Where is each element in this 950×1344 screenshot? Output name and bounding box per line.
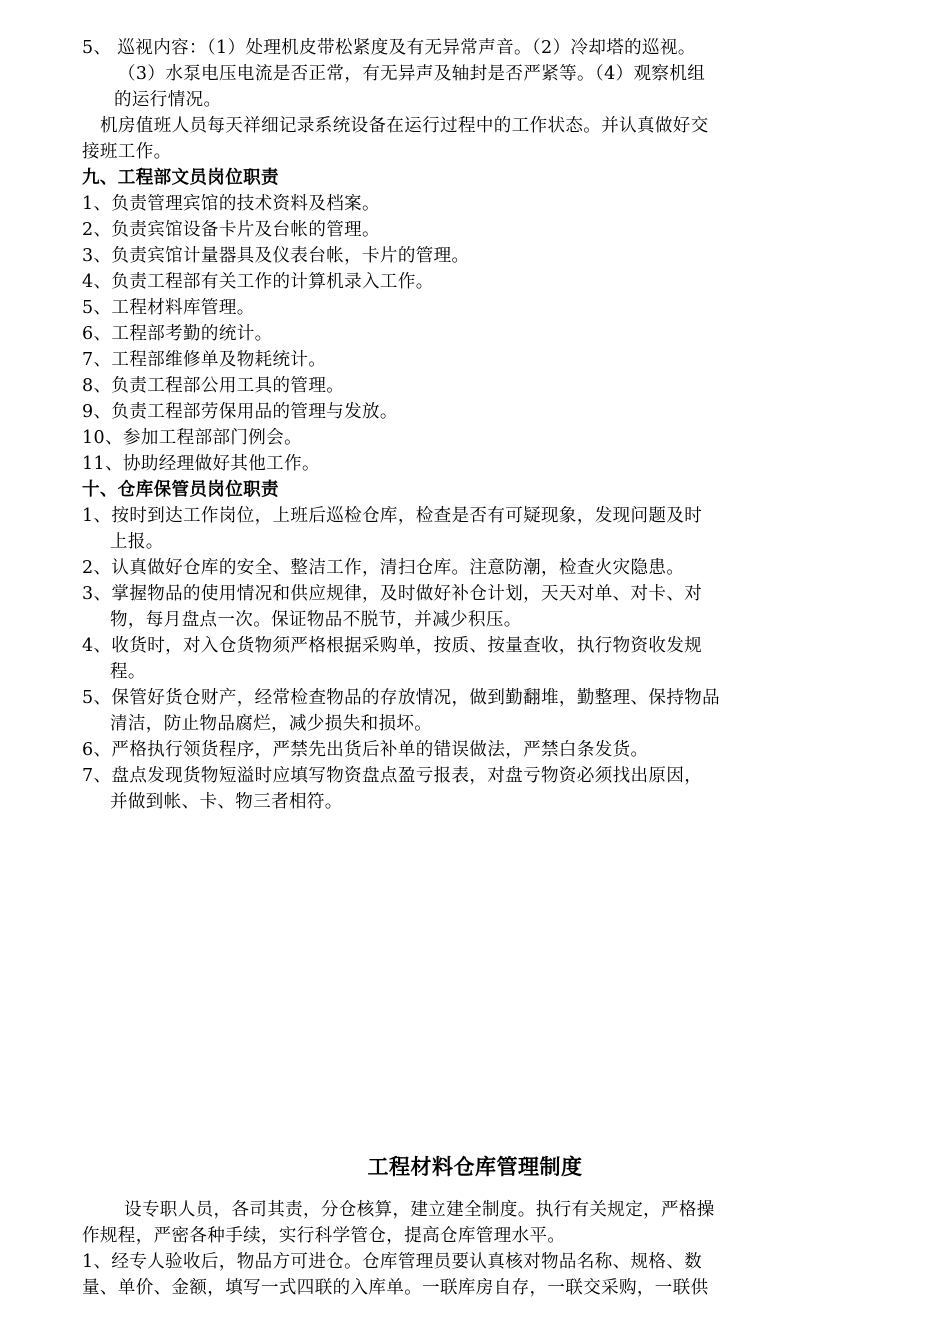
s8-item5-line1: 5、 巡视内容：（1）处理机皮带松紧度及有无异常声音。（2）冷却塔的巡视。	[82, 38, 696, 58]
rule-1-line1: 1、经专人验收后，物品方可进仓。仓库管理员要认真核对物品名称、规格、数	[82, 1252, 703, 1272]
rules-intro-line1: 设专职人员，各司其责，分仓核算，建立建全制度。执行有关规定，严格操	[124, 1200, 715, 1220]
s9-item: 10、参加工程部部门例会。	[82, 428, 302, 448]
s9-item: 2、负责宾馆设备卡片及台帐的管理。	[82, 220, 380, 240]
s9-item: 7、工程部维修单及物耗统计。	[82, 350, 327, 370]
s10-line: 6、严格执行领货程序，严禁先出货后补单的错误做法，严禁白条发货。	[82, 740, 649, 760]
s10-line: 7、盘点发现货物短溢时应填写物资盘点盈亏报表，对盘亏物资必须找出原因，	[82, 766, 703, 786]
s10-line: 4、收货时，对入仓货物须严格根据采购单，按质、按量查收，执行物资收发规	[82, 636, 703, 656]
rules-intro-line2: 作规程，严密各种手续，实行科学管仓，提高仓库管理水平。	[82, 1226, 566, 1246]
s10-line: 5、保管好货仓财产，经常检查物品的存放情况，做到勤翻堆，勤整理、保持物品	[82, 688, 721, 708]
warehouse-rules-title: 工程材料仓库管理制度	[367, 1155, 583, 1179]
s9-item: 11、协助经理做好其他工作。	[82, 454, 320, 474]
s9-item: 3、负责宾馆计量器具及仪表台帐，卡片的管理。	[82, 246, 470, 266]
s10-line: 3、掌握物品的使用情况和供应规律，及时做好补仓计划，天天对单、对卡、对	[82, 584, 703, 604]
s9-item: 8、负责工程部公用工具的管理。	[82, 376, 345, 396]
s8-note-line1: 机房值班人员每天祥细记录系统设备在运行过程中的工作状态。并认真做好交	[100, 116, 709, 136]
s10-line: 并做到帐、卡、物三者相符。	[110, 792, 343, 812]
s10-line: 2、认真做好仓库的安全、整洁工作，清扫仓库。注意防潮，检查火灾隐患。	[82, 558, 685, 578]
s9-item: 1、负责管理宾馆的技术资料及档案。	[82, 194, 380, 214]
s10-line: 清洁，防止物品腐烂，减少损失和损坏。	[110, 714, 433, 734]
section-9-heading: 九、工程部文员岗位职责	[82, 168, 279, 188]
s10-line: 物，每月盘点一次。保证物品不脱节，并减少积压。	[110, 610, 522, 630]
s9-item: 6、工程部考勤的统计。	[82, 324, 273, 344]
s9-item: 4、负责工程部有关工作的计算机录入工作。	[82, 272, 434, 292]
s10-line: 上报。	[110, 532, 164, 552]
s8-item5-line2: （3）水泵电压电流是否正常，有无异声及轴封是否严紧等。（4）观察机组	[118, 64, 706, 84]
rule-1-line2: 量、单价、金额，填写一式四联的入库单。一联库房自存，一联交采购，一联供	[82, 1278, 709, 1298]
s10-line: 程。	[110, 662, 146, 682]
section-10-heading: 十、仓库保管员岗位职责	[82, 480, 279, 500]
s10-line: 1、按时到达工作岗位，上班后巡检仓库，检查是否有可疑现象，发现问题及时	[82, 506, 703, 526]
s9-item: 9、负责工程部劳保用品的管理与发放。	[82, 402, 398, 422]
s8-item5-line3: 的运行情况。	[114, 90, 222, 110]
s8-note-line2: 接班工作。	[82, 142, 172, 162]
s9-item: 5、工程材料库管理。	[82, 298, 255, 318]
